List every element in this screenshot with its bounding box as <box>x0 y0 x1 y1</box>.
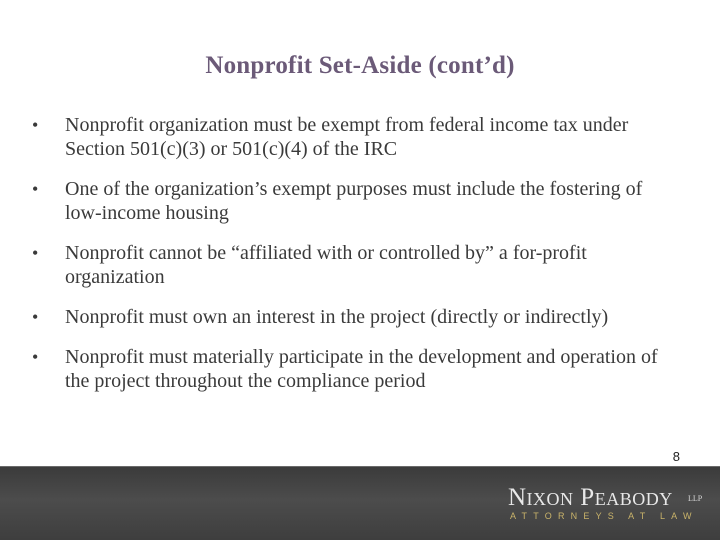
bullet-dot-icon: • <box>32 307 39 327</box>
bullet-item <box>28 177 668 225</box>
firm-suffix: LLP <box>688 494 703 503</box>
bullet-text: Nonprofit must materially participate in the development and operation of the project throughout the compliance period <box>65 346 658 392</box>
page-number: 8 <box>672 449 680 464</box>
bullet-dot-icon: • <box>32 347 39 367</box>
bullet-text: One of the organization’s exempt purposes must include the fostering of low-income housing <box>65 178 643 224</box>
bullet-item <box>28 113 668 161</box>
bullet-text: Nonprofit must own an interest in the project (directly or indirectly) <box>65 306 609 328</box>
bullet-item <box>28 305 668 329</box>
bullet-item <box>28 345 668 393</box>
firm-tagline: ATTORNEYS AT LAW <box>510 511 698 521</box>
bullet-text: Nonprofit organization must be exempt from federal income tax under Section 501(c)(3) or 501(c)(4) of the IRC <box>65 114 629 160</box>
bullet-dot-icon: • <box>32 243 39 263</box>
bullet-dot-icon: • <box>32 115 39 135</box>
firm-name: Nixon Peabody <box>508 484 673 511</box>
bullet-dot-icon: • <box>32 179 39 199</box>
bullet-list <box>28 113 668 409</box>
bullet-text: Nonprofit cannot be “affiliated with or controlled by” a for-profit organization <box>65 242 587 288</box>
slide-title: Nonprofit Set-Aside (cont’d) <box>205 52 515 79</box>
firm-logo <box>508 484 708 528</box>
bullet-item <box>28 241 668 289</box>
